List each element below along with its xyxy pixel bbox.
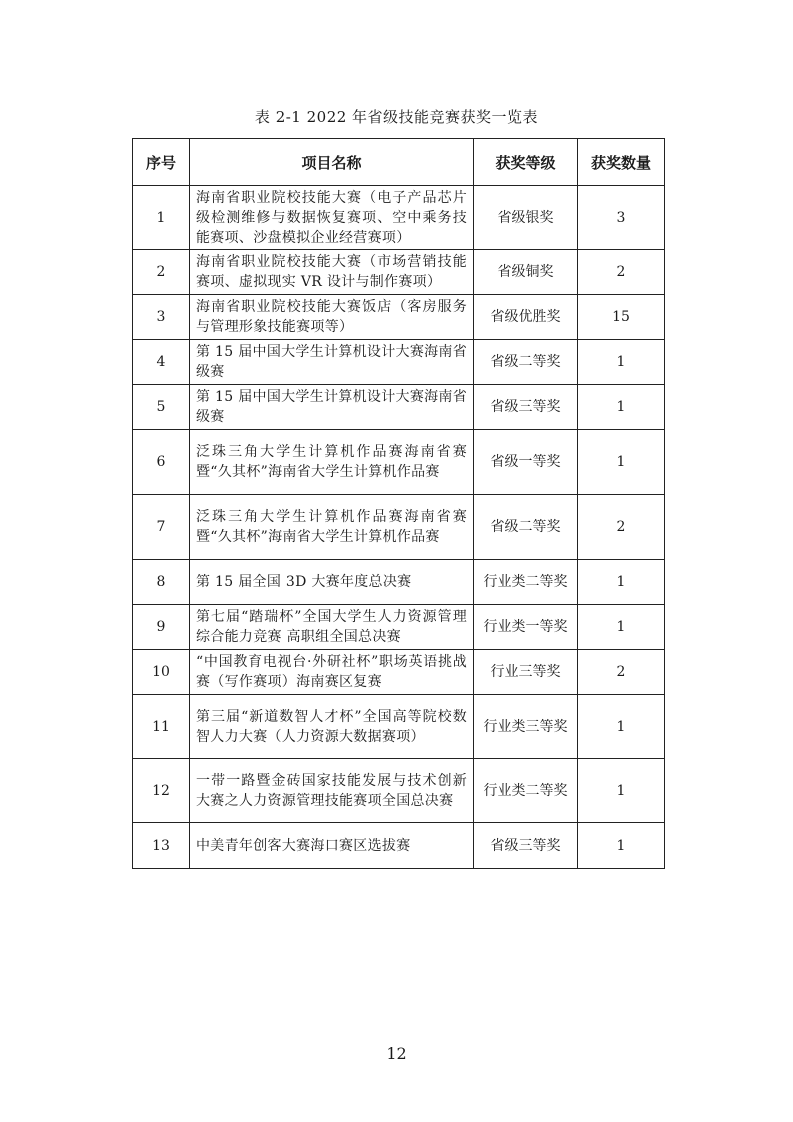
- row-name: 中美青年创客大赛海口赛区选拔赛: [190, 823, 474, 869]
- row-level: 省级二等奖: [474, 340, 578, 385]
- row-no: 11: [133, 695, 190, 759]
- table-row: [133, 605, 665, 650]
- header-name: 项目名称: [190, 139, 474, 186]
- row-name: 泛珠三角大学生计算机作品赛海南省赛暨“久其杯”海南省大学生计算机作品赛: [190, 495, 474, 560]
- table-row: [133, 430, 665, 495]
- row-no: 8: [133, 560, 190, 605]
- row-count: 1: [578, 430, 665, 495]
- row-level: 省级铜奖: [474, 250, 578, 295]
- row-no: 2: [133, 250, 190, 295]
- row-count: 3: [578, 186, 665, 250]
- row-level: 省级三等奖: [474, 385, 578, 430]
- row-name: 海南省职业院校技能大赛饭店（客房服务与管理形象技能赛项等）: [190, 295, 474, 340]
- row-count: 1: [578, 695, 665, 759]
- row-name: 第 15 届中国大学生计算机设计大赛海南省级赛: [190, 385, 474, 430]
- table-row: [133, 295, 665, 340]
- row-count: 1: [578, 340, 665, 385]
- row-count: 1: [578, 823, 665, 869]
- table-row: [133, 823, 665, 869]
- row-count: 2: [578, 250, 665, 295]
- row-count: 1: [578, 759, 665, 823]
- header-level: 获奖等级: [474, 139, 578, 186]
- row-level: 行业类一等奖: [474, 605, 578, 650]
- row-no: 1: [133, 186, 190, 250]
- row-count: 2: [578, 650, 665, 695]
- row-no: 13: [133, 823, 190, 869]
- row-no: 5: [133, 385, 190, 430]
- row-no: 9: [133, 605, 190, 650]
- row-level: 省级银奖: [474, 186, 578, 250]
- row-name: 第三届“新道数智人才杯”全国高等院校数智人力大赛（人力资源大数据赛项）: [190, 695, 474, 759]
- table-row: [133, 340, 665, 385]
- row-name: 第七届“踏瑞杯”全国大学生人力资源管理综合能力竞赛 高职组全国总决赛: [190, 605, 474, 650]
- row-count: 1: [578, 605, 665, 650]
- table-row: [133, 385, 665, 430]
- row-name: 第 15 届全国 3D 大赛年度总决赛: [190, 560, 474, 605]
- row-name: 泛珠三角大学生计算机作品赛海南省赛暨“久其杯”海南省大学生计算机作品赛: [190, 430, 474, 495]
- row-level: 省级三等奖: [474, 823, 578, 869]
- row-level: 省级一等奖: [474, 430, 578, 495]
- row-no: 10: [133, 650, 190, 695]
- row-no: 7: [133, 495, 190, 560]
- header-count: 获奖数量: [578, 139, 665, 186]
- row-level: 行业类二等奖: [474, 560, 578, 605]
- row-level: 省级优胜奖: [474, 295, 578, 340]
- table-row: [133, 650, 665, 695]
- row-name: 海南省职业院校技能大赛（电子产品芯片级检测维修与数据恢复赛项、空中乘务技能赛项、沙盘模拟企业经营赛项）: [190, 186, 474, 250]
- page-number: 12: [386, 1044, 407, 1063]
- table-row: [133, 186, 665, 250]
- table-row: [133, 250, 665, 295]
- row-count: 1: [578, 385, 665, 430]
- row-name: 海南省职业院校技能大赛（市场营销技能赛项、虚拟现实 VR 设计与制作赛项）: [190, 250, 474, 295]
- row-level: 省级二等奖: [474, 495, 578, 560]
- row-no: 3: [133, 295, 190, 340]
- table-header-row: [133, 139, 665, 186]
- row-no: 4: [133, 340, 190, 385]
- row-no: 12: [133, 759, 190, 823]
- table-caption: 表 2-1 2022 年省级技能竞赛获奖一览表: [254, 108, 539, 126]
- row-level: 行业类二等奖: [474, 759, 578, 823]
- header-no: 序号: [133, 139, 190, 186]
- row-name: 一带一路暨金砖国家技能发展与技术创新大赛之人力资源管理技能赛项全国总决赛: [190, 759, 474, 823]
- row-count: 2: [578, 495, 665, 560]
- table-row: [133, 560, 665, 605]
- row-count: 15: [578, 295, 665, 340]
- row-no: 6: [133, 430, 190, 495]
- table-row: [133, 495, 665, 560]
- row-count: 1: [578, 560, 665, 605]
- table-row: [133, 695, 665, 759]
- awards-table: [132, 138, 665, 869]
- row-name: “中国教育电视台·外研社杯”职场英语挑战赛（写作赛项）海南赛区复赛: [190, 650, 474, 695]
- row-level: 行业类三等奖: [474, 695, 578, 759]
- row-level: 行业三等奖: [474, 650, 578, 695]
- row-name: 第 15 届中国大学生计算机设计大赛海南省级赛: [190, 340, 474, 385]
- table-row: [133, 759, 665, 823]
